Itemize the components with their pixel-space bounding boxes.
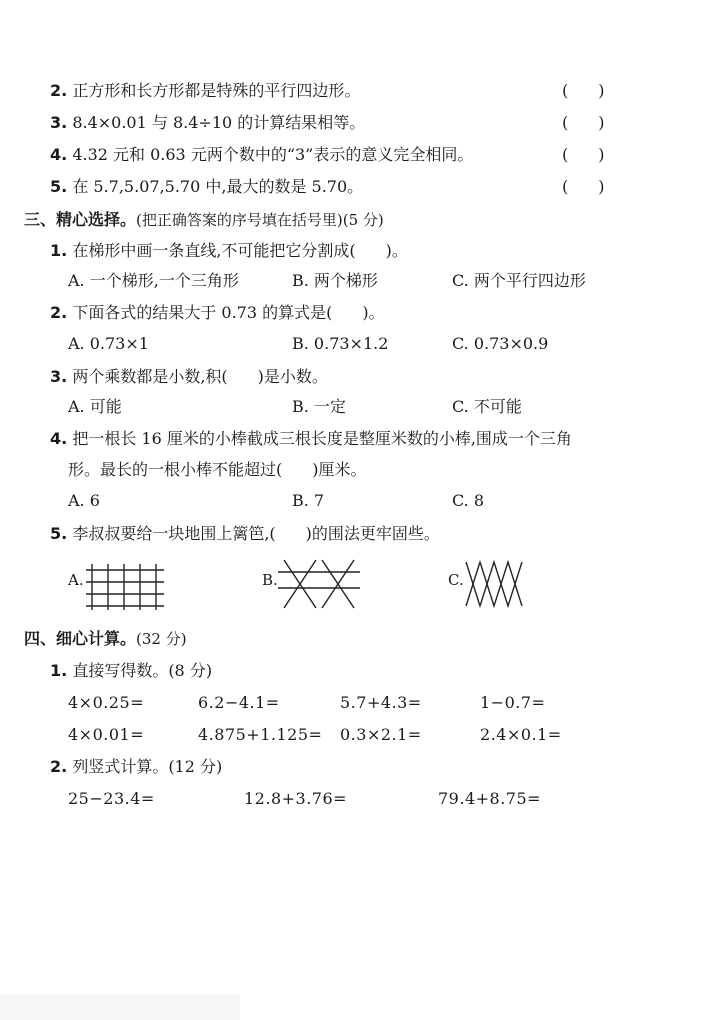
question-text: 把一根长 16 厘米的小棒截成三根长度是整厘米数的小棒,围成一个三角 — [72, 429, 572, 448]
item-text: 4.32 元和 0.63 元两个数中的“3”表示的意义完全相同。 — [72, 145, 474, 164]
item-number: 5. — [50, 177, 68, 196]
paren-open: ( — [562, 81, 569, 100]
choice-q1 — [50, 240, 408, 262]
paren-open: ( — [562, 145, 569, 164]
question-text: 下面各式的结果大于 0.73 的算式是( — [72, 303, 333, 322]
question-text: 直接写得数。(8 分) — [72, 661, 213, 680]
calc-expression: 4×0.25= — [68, 693, 145, 712]
calc-expression: 4.875+1.125= — [198, 725, 323, 744]
answer-paren[interactable] — [562, 144, 605, 166]
item-number: 1. — [50, 241, 68, 260]
item-number: 4. — [50, 429, 68, 448]
calc-expression: 2.4×0.1= — [480, 725, 562, 744]
option-c: C. 两个平行四边形 — [452, 271, 586, 290]
item-number: 3. — [50, 367, 68, 386]
choice-q5 — [50, 523, 440, 545]
choice-q2 — [50, 302, 385, 324]
item-number: 2. — [50, 303, 68, 322]
option-c: C. 0.73×0.9 — [452, 334, 549, 353]
paren-close: ) — [598, 113, 605, 132]
item-number: 3. — [50, 113, 68, 132]
calc-expression: 4×0.01= — [68, 725, 145, 744]
question-text: 列竖式计算。(12 分) — [72, 757, 223, 776]
option-a: A. 一个梯形,一个三角形 — [68, 271, 239, 290]
item-text: 正方形和长方形都是特殊的平行四边形。 — [72, 81, 361, 100]
item-number: 4. — [50, 145, 68, 164]
section-4-heading — [24, 628, 187, 650]
zigzag-fence-figure — [462, 558, 528, 610]
calc-q2 — [50, 756, 222, 778]
item-number: 2. — [50, 757, 68, 776]
paren-close: ) — [598, 145, 605, 164]
question-text: 两个乘数都是小数,积( — [72, 367, 228, 386]
calc-expression: 79.4+8.75= — [438, 789, 542, 808]
judge-item-5 — [50, 176, 363, 198]
judge-item-2 — [50, 80, 360, 102]
item-number: 5. — [50, 524, 68, 543]
option-b-label: B. — [262, 571, 278, 589]
question-text-end: )。 — [385, 241, 408, 260]
calc-expression: 12.8+3.76= — [244, 789, 348, 808]
option-b: B. 一定 — [292, 397, 346, 416]
section-title: 三、精心选择。 — [24, 210, 137, 229]
judge-item-4 — [50, 144, 473, 166]
choice-q3 — [50, 366, 328, 388]
question-text-end: )是小数。 — [257, 367, 328, 386]
judge-item-3 — [50, 112, 365, 134]
paren-open: ( — [562, 113, 569, 132]
option-b: B. 7 — [292, 491, 325, 510]
section-note: (32 分) — [136, 630, 187, 648]
option-a: A. 可能 — [68, 397, 122, 416]
answer-paren[interactable] — [562, 80, 605, 102]
item-number: 2. — [50, 81, 68, 100]
calc-expression: 25−23.4= — [68, 789, 155, 808]
choice-q4 — [50, 428, 572, 450]
calc-expression: 0.3×2.1= — [340, 725, 422, 744]
grid-fence-figure — [84, 562, 166, 612]
question-text: 在梯形中画一条直线,不可能把它分割成( — [72, 241, 356, 260]
question-text: 李叔叔要给一块地围上篱笆,( — [72, 524, 276, 543]
calc-expression: 6.2−4.1= — [198, 693, 280, 712]
option-c: C. 8 — [452, 491, 485, 510]
option-a-label: A. — [68, 571, 84, 589]
paren-close: ) — [598, 177, 605, 196]
question-text-end: )。 — [362, 303, 385, 322]
question-text-end: )厘米。 — [312, 460, 367, 479]
option-a: A. 6 — [68, 491, 100, 510]
option-c: C. 不可能 — [452, 397, 522, 416]
choice-q4-line2 — [68, 459, 367, 481]
question-text: 形。最长的一根小棒不能超过( — [68, 460, 283, 479]
section-note: (把正确答案的序号填在括号里)(5 分) — [136, 211, 384, 229]
option-b: B. 两个梯形 — [292, 271, 378, 290]
answer-paren[interactable] — [562, 176, 605, 198]
section-3-heading — [24, 209, 384, 231]
calc-expression: 5.7+4.3= — [340, 693, 422, 712]
option-c-label: C. — [448, 571, 464, 589]
item-text: 8.4×0.01 与 8.4÷10 的计算结果相等。 — [72, 113, 366, 132]
item-number: 1. — [50, 661, 68, 680]
triangle-fence-figure — [276, 558, 362, 610]
item-text: 在 5.7,5.07,5.70 中,最大的数是 5.70。 — [72, 177, 364, 196]
question-text-end: )的围法更牢固些。 — [305, 524, 440, 543]
answer-paren[interactable] — [562, 112, 605, 134]
scan-shadow — [0, 995, 240, 1020]
paren-close: ) — [598, 81, 605, 100]
paren-open: ( — [562, 177, 569, 196]
option-b: B. 0.73×1.2 — [292, 334, 389, 353]
option-a: A. 0.73×1 — [68, 334, 149, 353]
calc-expression: 1−0.7= — [480, 693, 546, 712]
section-title: 四、细心计算。 — [24, 629, 137, 648]
calc-q1 — [50, 660, 212, 682]
